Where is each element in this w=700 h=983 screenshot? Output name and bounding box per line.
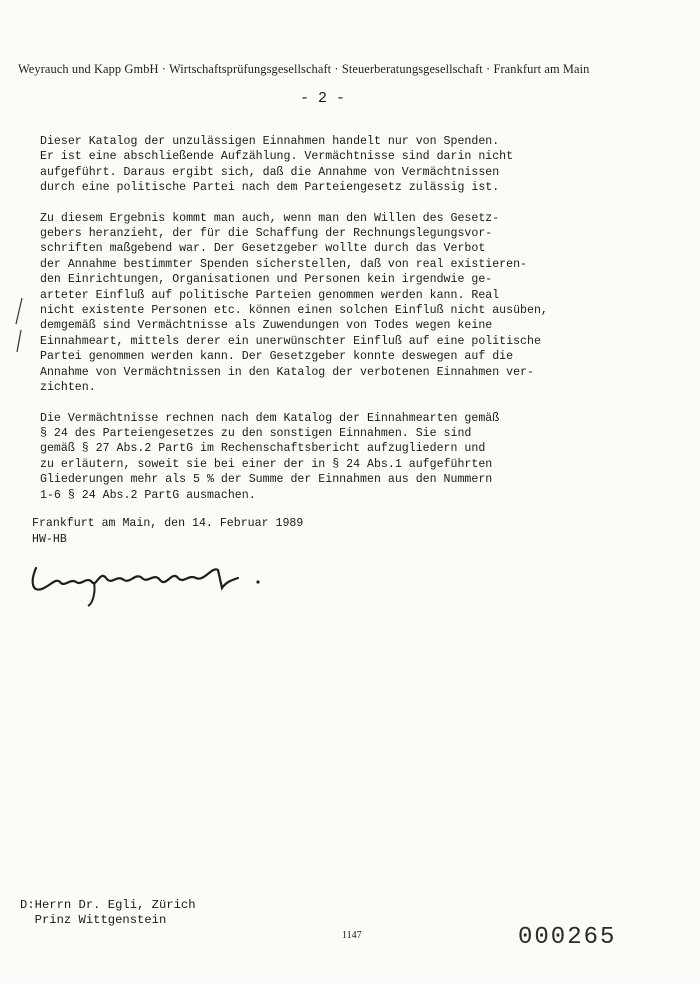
- text-line: Einnahmeart, mittels derer ein unerwünschter Einfluß auf eine politische: [40, 334, 541, 348]
- stamp-number: 000265: [518, 924, 617, 951]
- text-line: zichten.: [40, 381, 96, 395]
- text-line: gemäß § 27 Abs.2 PartG im Rechenschaftsbericht aufzugliedern und: [40, 442, 486, 456]
- paragraph-3: [40, 411, 640, 503]
- distribution-line: Prinz Wittgenstein: [20, 913, 167, 927]
- signature-block: [32, 516, 303, 548]
- place-date: Frankfurt am Main, den 14. Februar 1989: [32, 517, 304, 530]
- text-line: Die Vermächtnisse rechnen nach dem Katalog der Einnahmearten gemäß: [40, 411, 500, 425]
- distribution-list: [20, 898, 196, 928]
- text-line: arteter Einfluß auf politische Parteien genommen werden kann. Real: [40, 288, 500, 302]
- text-line: § 24 des Parteiengesetzes zu den sonstigen Einnahmen. Sie sind: [40, 426, 472, 440]
- text-line: den Einrichtungen, Organisationen und Personen kein irgendwie ge-: [40, 273, 493, 287]
- text-line: Partei genommen werden kann. Der Gesetzgeber konnte deswegen auf die: [40, 350, 514, 364]
- text-line: Annahme von Vermächtnissen in den Katalog der verbotenen Einnahmen ver-: [40, 365, 534, 379]
- letter-body: [40, 134, 640, 518]
- distribution-line: D:Herrn Dr. Egli, Zürich: [20, 898, 196, 912]
- text-line: zu erläutern, soweit sie bei einer der in § 24 Abs.1 aufgeführten: [40, 457, 493, 471]
- text-line: Gliederungen mehr als 5 % der Summe der Einnahmen aus den Nummern: [40, 473, 493, 487]
- text-line: 1-6 § 24 Abs.2 PartG ausmachen.: [40, 488, 256, 502]
- letterhead: Weyrauch und Kapp GmbH · Wirtschaftsprüfungsgesellschaft · Steuerberatungsgesellschaft · Frankfurt am Main: [18, 62, 590, 76]
- page-number: - 2 -: [300, 90, 346, 107]
- archive-number: 1147: [342, 930, 362, 941]
- margin-mark-icon: [12, 296, 26, 356]
- handwritten-signature: [26, 548, 266, 608]
- text-line: schriften maßgebend war. Der Gesetzgeber wollte durch das Verbot: [40, 242, 486, 256]
- text-line: Dieser Katalog der unzulässigen Einnahmen handelt nur von Spenden.: [40, 135, 500, 148]
- text-line: Zu diesem Ergebnis kommt man auch, wenn man den Willen des Gesetz-: [40, 211, 500, 225]
- text-line: Er ist eine abschließende Aufzählung. Vermächtnisse sind darin nicht: [40, 150, 514, 164]
- text-line: der Annahme bestimmter Spenden sicherstellen, daß von real existieren-: [40, 257, 528, 271]
- text-line: aufgeführt. Daraus ergibt sich, daß die Annahme von Vermächtnissen: [40, 165, 500, 179]
- text-line: demgemäß sind Vermächtnisse als Zuwendungen von Todes wegen keine: [40, 319, 493, 333]
- paragraph-2: [40, 211, 640, 396]
- initials: HW-HB: [32, 533, 67, 546]
- text-line: gebers heranzieht, der für die Schaffung der Rechnungslegungsvor-: [40, 227, 493, 241]
- paragraph-1: [40, 134, 640, 196]
- text-line: durch eine politische Partei nach dem Parteiengesetz zulässig ist.: [40, 181, 500, 195]
- text-line: nicht existente Personen etc. können einen solchen Einfluß nicht ausüben,: [40, 304, 548, 318]
